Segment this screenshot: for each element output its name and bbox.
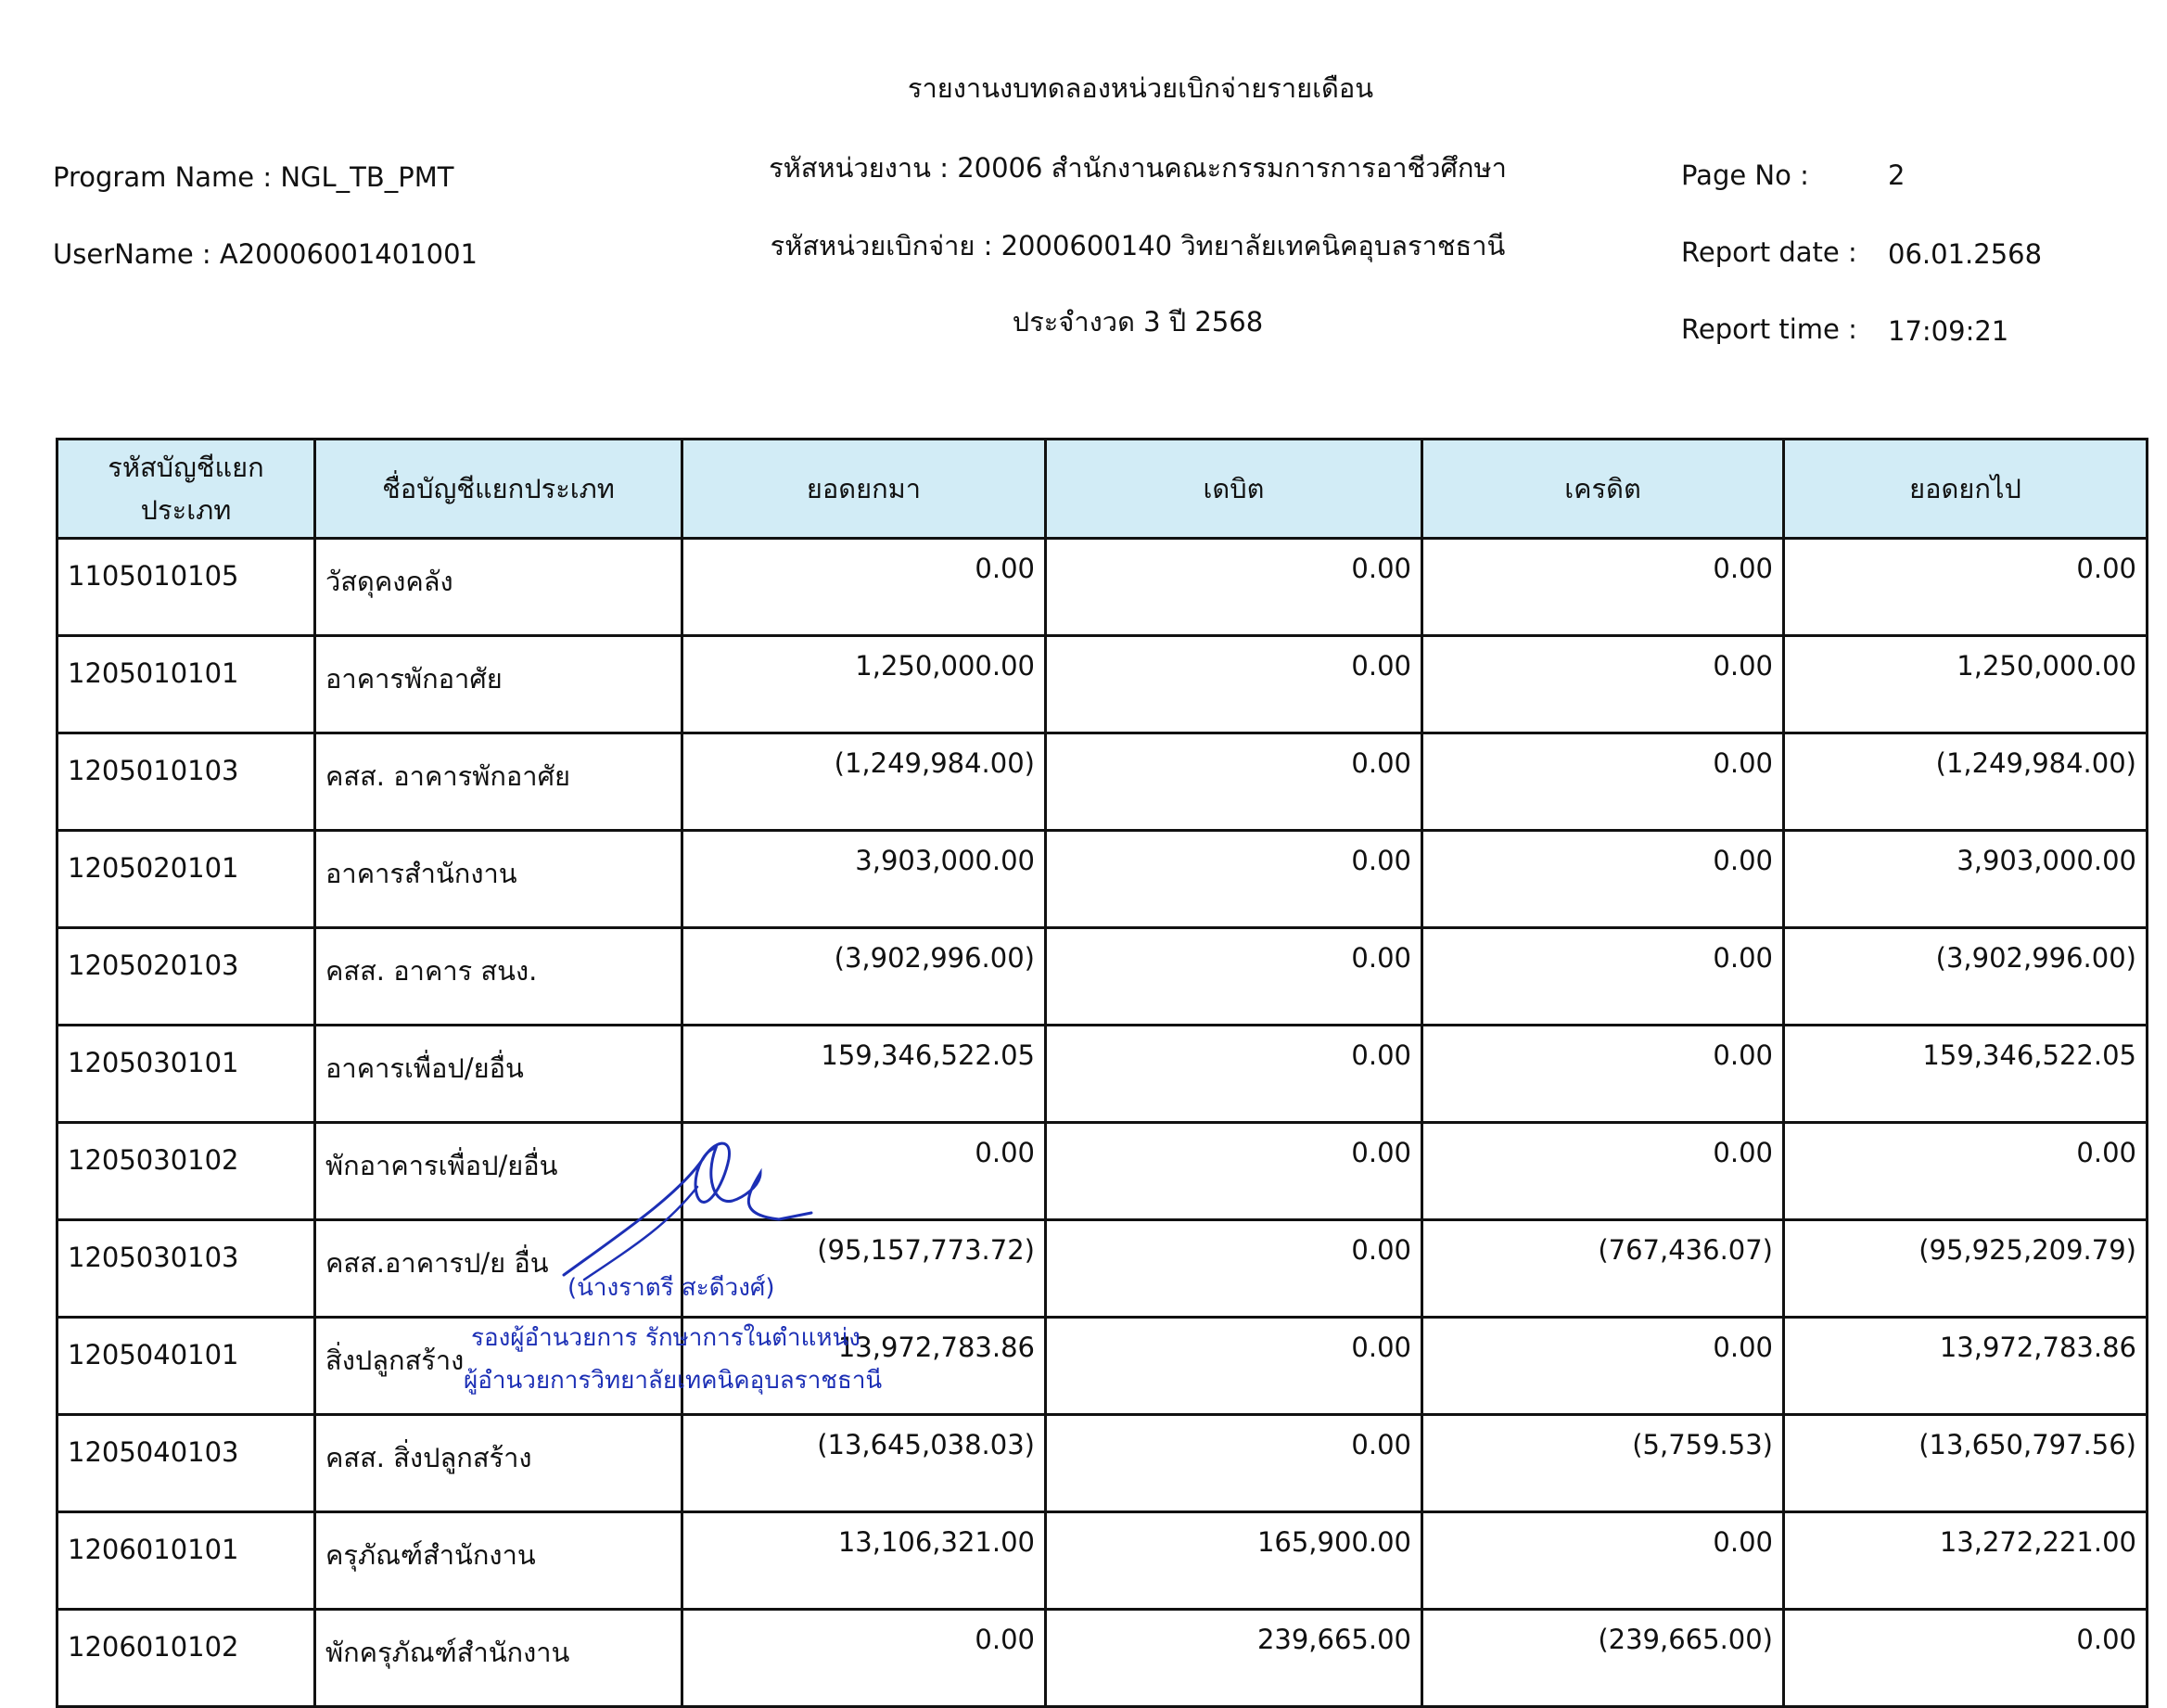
report-time-label: Report time : — [1681, 313, 1857, 345]
cell-credit: 0.00 — [1422, 1512, 1784, 1610]
signatory-name: (นางราตรี สะดีวงศ์) — [567, 1274, 775, 1302]
cell-closing-balance: 13,972,783.86 — [1784, 1318, 2148, 1415]
agency-code: รหัสหน่วยงาน : 20006 สำนักงานคณะกรรมการการอาชีวศึกษา — [769, 152, 1507, 184]
cell-credit: 0.00 — [1422, 1123, 1784, 1220]
cell-debit: 0.00 — [1046, 1318, 1422, 1415]
cell-closing-balance: 0.00 — [1784, 1610, 2148, 1707]
cell-debit: 0.00 — [1046, 831, 1422, 928]
header-credit: เครดิต — [1422, 440, 1784, 539]
cell-account-name: สิ่งปลูกสร้าง — [315, 1318, 682, 1415]
cell-credit: 0.00 — [1422, 636, 1784, 733]
cell-opening-balance: 0.00 — [682, 539, 1046, 636]
cell-credit: 0.00 — [1422, 733, 1784, 831]
cell-account-code: 1205040101 — [57, 1318, 315, 1415]
cell-closing-balance: (95,925,209.79) — [1784, 1220, 2148, 1318]
trial-balance-table — [56, 438, 2148, 1708]
cell-debit: 0.00 — [1046, 1123, 1422, 1220]
cell-closing-balance: 1,250,000.00 — [1784, 636, 2148, 733]
cell-account-name: อาคารพักอาศัย — [315, 636, 682, 733]
cell-credit: 0.00 — [1422, 1026, 1784, 1123]
cell-debit: 0.00 — [1046, 733, 1422, 831]
table-row — [57, 1318, 2148, 1415]
signatory-position: รองผู้อำนวยการ รักษาการในตำแหน่ง — [471, 1324, 860, 1352]
cell-account-code: 1205040103 — [57, 1415, 315, 1512]
cell-credit: (767,436.07) — [1422, 1220, 1784, 1318]
page-no-value: 2 — [1888, 159, 1906, 191]
cell-account-code: 1205020101 — [57, 831, 315, 928]
header-account-name: ชื่อบัญชีแยกประเภท — [315, 440, 682, 539]
table-row — [57, 1415, 2148, 1512]
program-name: Program Name : NGL_TB_PMT — [53, 161, 454, 193]
cell-debit: 0.00 — [1046, 1026, 1422, 1123]
header-debit: เดบิต — [1046, 440, 1422, 539]
cell-closing-balance: 13,272,221.00 — [1784, 1512, 2148, 1610]
cell-debit: 165,900.00 — [1046, 1512, 1422, 1610]
cell-account-code: 1205010101 — [57, 636, 315, 733]
cell-debit: 0.00 — [1046, 928, 1422, 1026]
cell-opening-balance: 3,903,000.00 — [682, 831, 1046, 928]
cell-closing-balance: 3,903,000.00 — [1784, 831, 2148, 928]
table-row — [57, 831, 2148, 928]
disbursing-unit: รหัสหน่วยเบิกจ่าย : 2000600140 วิทยาลัยเทคนิคอุบลราชธานี — [770, 230, 1506, 261]
table-row — [57, 636, 2148, 733]
cell-credit: 0.00 — [1422, 831, 1784, 928]
cell-opening-balance: (95,157,773.72) — [682, 1220, 1046, 1318]
cell-opening-balance: (3,902,996.00) — [682, 928, 1046, 1026]
signatory-organization: ผู้อำนวยการวิทยาลัยเทคนิคอุบลราชธานี — [464, 1367, 883, 1395]
cell-closing-balance: (1,249,984.00) — [1784, 733, 2148, 831]
page-no-label: Page No : — [1681, 159, 1809, 191]
cell-closing-balance: 0.00 — [1784, 1123, 2148, 1220]
cell-account-code: 1206010101 — [57, 1512, 315, 1610]
cell-account-name: คสส. อาคารพักอาศัย — [315, 733, 682, 831]
cell-account-name: วัสดุคงคลัง — [315, 539, 682, 636]
report-period: ประจำงวด 3 ปี 2568 — [1012, 306, 1264, 338]
report-title: รายงานงบทดลองหน่วยเบิกจ่ายรายเดือน — [907, 72, 1374, 104]
cell-account-name: พักอาคารเพื่อป/ยอื่น — [315, 1123, 682, 1220]
cell-credit: 0.00 — [1422, 1318, 1784, 1415]
cell-credit: (239,665.00) — [1422, 1610, 1784, 1707]
cell-credit: (5,759.53) — [1422, 1415, 1784, 1512]
cell-closing-balance: 159,346,522.05 — [1784, 1026, 2148, 1123]
table-row — [57, 539, 2148, 636]
table-row — [57, 1610, 2148, 1707]
cell-account-code: 1205030102 — [57, 1123, 315, 1220]
cell-account-name: อาคารเพื่อป/ยอื่น — [315, 1026, 682, 1123]
cell-opening-balance: 159,346,522.05 — [682, 1026, 1046, 1123]
cell-debit: 0.00 — [1046, 539, 1422, 636]
cell-opening-balance: 0.00 — [682, 1123, 1046, 1220]
table-row — [57, 1220, 2148, 1318]
cell-account-name: คสส. สิ่งปลูกสร้าง — [315, 1415, 682, 1512]
cell-account-name: ครุภัณฑ์สำนักงาน — [315, 1512, 682, 1610]
cell-account-code: 1105010105 — [57, 539, 315, 636]
report-date-value: 06.01.2568 — [1888, 238, 2043, 270]
cell-account-name: คสส. อาคาร สนง. — [315, 928, 682, 1026]
table-row — [57, 733, 2148, 831]
cell-opening-balance: 13,972,783.86 — [682, 1318, 1046, 1415]
cell-account-name: คสส.อาคารป/ย อื่น — [315, 1220, 682, 1318]
cell-debit: 0.00 — [1046, 636, 1422, 733]
cell-closing-balance: 0.00 — [1784, 539, 2148, 636]
header-opening-balance: ยอดยกมา — [682, 440, 1046, 539]
table-header-row — [57, 440, 2148, 539]
cell-opening-balance: (13,645,038.03) — [682, 1415, 1046, 1512]
header-account-code: รหัสบัญชีแยกประเภท — [57, 440, 315, 539]
cell-account-code: 1205030101 — [57, 1026, 315, 1123]
cell-account-code: 1205020103 — [57, 928, 315, 1026]
cell-account-code: 1205010103 — [57, 733, 315, 831]
cell-opening-balance: 0.00 — [682, 1610, 1046, 1707]
cell-debit: 0.00 — [1046, 1220, 1422, 1318]
cell-account-code: 1205030103 — [57, 1220, 315, 1318]
header-closing-balance: ยอดยกไป — [1784, 440, 2148, 539]
cell-opening-balance: 13,106,321.00 — [682, 1512, 1046, 1610]
username: UserName : A20006001401001 — [53, 238, 478, 270]
cell-opening-balance: 1,250,000.00 — [682, 636, 1046, 733]
cell-closing-balance: (3,902,996.00) — [1784, 928, 2148, 1026]
cell-credit: 0.00 — [1422, 539, 1784, 636]
table-row — [57, 1123, 2148, 1220]
cell-debit: 0.00 — [1046, 1415, 1422, 1512]
table-row — [57, 1512, 2148, 1610]
cell-closing-balance: (13,650,797.56) — [1784, 1415, 2148, 1512]
table-row — [57, 928, 2148, 1026]
cell-account-name: พักครุภัณฑ์สำนักงาน — [315, 1610, 682, 1707]
cell-credit: 0.00 — [1422, 928, 1784, 1026]
cell-account-code: 1206010102 — [57, 1610, 315, 1707]
cell-debit: 239,665.00 — [1046, 1610, 1422, 1707]
cell-account-name: อาคารสำนักงาน — [315, 831, 682, 928]
report-time-value: 17:09:21 — [1888, 315, 2009, 347]
report-date-label: Report date : — [1681, 236, 1857, 268]
table-row — [57, 1026, 2148, 1123]
cell-opening-balance: (1,249,984.00) — [682, 733, 1046, 831]
